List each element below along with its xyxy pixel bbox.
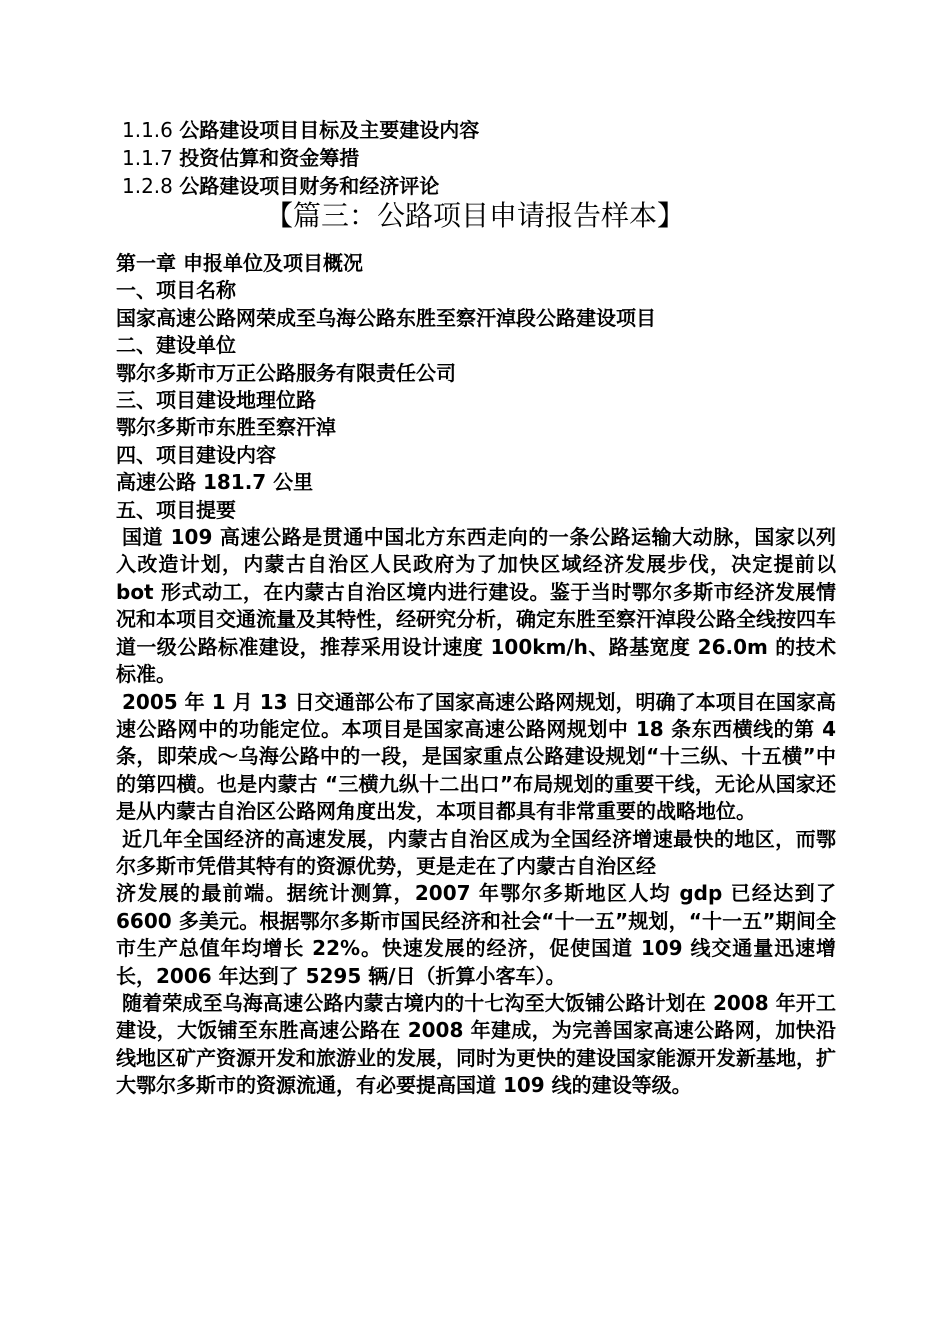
item-heading: 三、项目建设地理位路 xyxy=(116,388,316,413)
item-value: 国家高速公路网荣成至乌海公路东胜至察汗淖段公路建设项目 xyxy=(116,305,656,330)
document-body xyxy=(116,250,836,1100)
item-heading: 二、建设单位 xyxy=(116,333,236,358)
body-paragraph: 济发展的最前端。据统计测算，2007 年鄂尔多斯地区人均 gdp 已经达到了 6600 多美元。根据鄂尔多斯市国民经济和社会“十一五”规划，“十一五”期间全市生产总值年均增长 22%。快速发展的经济，促使国道 109 线交通量迅速增长，2006 年达到了 5295 辆/日（折算小客车）。 xyxy=(116,881,836,988)
toc-item-number: 1.1.7 xyxy=(122,146,180,170)
item-heading: 五、项目提要 xyxy=(116,497,236,522)
toc-item xyxy=(122,172,822,200)
toc-item-title: 公路建设项目目标及主要建设内容 xyxy=(179,118,480,142)
toc-item-number: 1.1.6 xyxy=(122,118,180,142)
toc-item xyxy=(122,144,822,172)
item-value: 高速公路 181.7 公里 xyxy=(116,470,314,495)
body-paragraph: 近几年全国经济的高速发展，内蒙古自治区成为全国经济增速最快的地区，而鄂尔多斯市凭借其特有的资源优势，更是走在了内蒙古自治区经 xyxy=(116,826,836,878)
item-heading: 一、项目名称 xyxy=(116,278,236,303)
body-paragraph: 2005 年 1 月 13 日交通部公布了国家高速公路网规划，明确了本项目在国家高速公路网中的功能定位。本项目是国家高速公路网规划中 18 条东西横线的第 4 条，即荣成～乌海公路中的一段，是国家重点公路建设规划“十三纵、十五横”中的第四横。也是内蒙古 “三横九纵十二出口”布局规划的重要干线，无论从国家还是从内蒙古自治区公路网角度出发，本项目都具有非常重要的战略地位。 xyxy=(116,689,836,824)
item-value: 鄂尔多斯市万正公路服务有限责任公司 xyxy=(116,360,456,385)
body-paragraph: 国道 109 高速公路是贯通中国北方东西走向的一条公路运输大动脉，国家以列入改造计划，内蒙古自治区人民政府为了加快区域经济发展步伐，决定提前以 bot 形式动工，在内蒙古自治区境内进行建设。鉴于当时鄂尔多斯市经济发展情况和本项目交通流量及其特性，经研究分析，确定东胜至察汗淖段公路全线按四车道一级公路标准建设，推荐采用设计速度 100km/h、路基宽度 26.0m 的技术标准。 xyxy=(116,525,836,687)
item-heading: 四、项目建设内容 xyxy=(116,442,276,467)
toc-item-title: 公路建设项目财务和经济评论 xyxy=(179,174,440,198)
chapter-title: 第一章 申报单位及项目概况 xyxy=(116,251,363,275)
section-title: 【篇三：公路项目申请报告样本】 xyxy=(264,199,685,232)
toc-list xyxy=(122,116,822,200)
toc-item-title: 投资估算和资金筹措 xyxy=(179,146,360,170)
item-value: 鄂尔多斯市东胜至察汗淖 xyxy=(116,415,336,440)
body-paragraph: 随着荣成至乌海高速公路内蒙古境内的十七沟至大饭铺公路计划在 2008 年开工建设，大饭铺至东胜高速公路在 2008 年建成，为完善国家高速公路网，加快沿线地区矿产资源开发和旅游业的发展，同时为更快的建设国家能源开发新基地，扩大鄂尔多斯市的资源流通，有必要提高国道 109 线的建设等级。 xyxy=(116,990,836,1098)
toc-item-number: 1.2.8 xyxy=(122,174,180,198)
toc-item xyxy=(122,116,822,144)
